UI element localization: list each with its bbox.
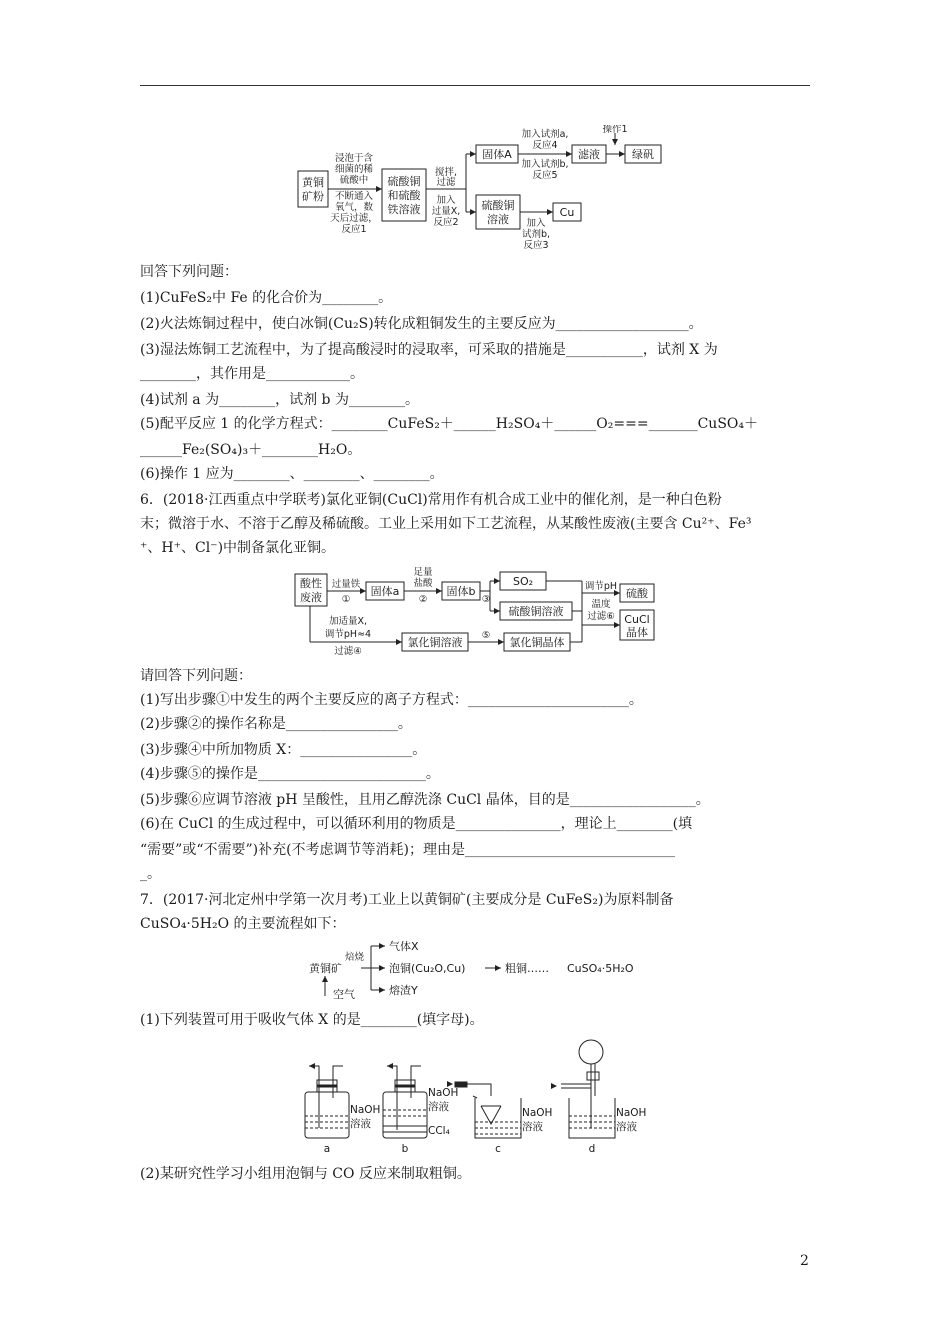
- svg-text:溶液: 溶液: [522, 1121, 543, 1133]
- svg-text:不断通入: 不断通入: [334, 191, 374, 202]
- svg-text:过滤④: 过滤④: [334, 646, 362, 657]
- q5-part3-cont: ________，其作用是____________。: [140, 366, 364, 382]
- svg-text:固体A: 固体A: [482, 148, 512, 161]
- page-number: 2: [800, 1253, 809, 1269]
- q6-part5: (5)步骤⑥应调节溶液 pH 呈酸性，且用乙醇洗涤 CuCl 晶体，目的是__________________。: [140, 792, 710, 808]
- svg-text:CCl₄: CCl₄: [428, 1125, 450, 1137]
- svg-text:盐酸: 盐酸: [413, 578, 433, 589]
- header-rule: [140, 85, 810, 86]
- q5-part4: (4)试剂 a 为________，试剂 b 为________。: [140, 392, 419, 408]
- svg-text:CuCl: CuCl: [624, 613, 650, 626]
- svg-text:a: a: [323, 1143, 331, 1155]
- svg-text:过量X,: 过量X,: [431, 206, 461, 217]
- q5-part3: (3)湿法炼铜工艺流程中，为了提高酸浸时的浸取率，可采取的措施是___________，试剂 X 为: [140, 342, 718, 358]
- q6-part4: (4)步骤⑤的操作是________________________。: [140, 766, 440, 782]
- svg-text:加入试剂b,: 加入试剂b,: [521, 159, 569, 170]
- apparatus-d: [561, 1040, 615, 1138]
- apparatus-a: [305, 1066, 349, 1138]
- svg-text:加入: 加入: [526, 218, 546, 229]
- svg-text:调节pH: 调节pH: [584, 581, 618, 592]
- gas-absorption-apparatus: [295, 1036, 665, 1158]
- svg-text:反应4: 反应4: [532, 140, 558, 151]
- ore-line2: 矿粉: [302, 190, 324, 203]
- svg-text:溶液: 溶液: [350, 1118, 371, 1130]
- q6-stem-line2: 末；微溶于水、不溶于乙醇及稀硫酸。工业上采用如下工艺流程，从某酸性废液(主要含 Cu²⁺、Fe³: [140, 516, 752, 532]
- svg-text:空气: 空气: [333, 988, 355, 1001]
- svg-text:③: ③: [481, 594, 491, 605]
- svg-text:CuSO₄·5H₂O: CuSO₄·5H₂O: [567, 962, 634, 975]
- svg-text:温度: 温度: [591, 599, 611, 610]
- svg-text:硫酸: 硫酸: [626, 587, 648, 600]
- svg-text:溶液: 溶液: [616, 1121, 637, 1133]
- flowchart-wet-copper: [290, 125, 680, 255]
- svg-text:试剂b,: 试剂b,: [521, 229, 551, 240]
- svg-text:NaOH: NaOH: [616, 1107, 647, 1119]
- svg-text:①: ①: [341, 594, 351, 605]
- svg-text:浸泡于含: 浸泡于含: [334, 153, 374, 164]
- q5-part1: (1)CuFeS₂中 Fe 的化合价为________。: [140, 290, 393, 306]
- svg-text:NaOH: NaOH: [350, 1104, 381, 1116]
- svg-text:晶体: 晶体: [626, 626, 648, 639]
- q5-intro: 回答下列问题：: [140, 264, 238, 280]
- svg-text:调节pH≈4: 调节pH≈4: [324, 629, 372, 640]
- svg-text:SO₂: SO₂: [512, 575, 534, 588]
- svg-text:足量: 足量: [413, 567, 433, 578]
- svg-text:气体X: 气体X: [389, 940, 419, 953]
- svg-text:加入试剂a,: 加入试剂a,: [521, 129, 569, 140]
- svg-text:焙烧: 焙烧: [345, 952, 365, 963]
- q6-part1: (1)写出步骤①中发生的两个主要反应的离子方程式：_______________________。: [140, 692, 643, 708]
- svg-text:反应3: 反应3: [523, 240, 549, 251]
- svg-text:黄铜矿: 黄铜矿: [309, 962, 342, 975]
- svg-text:废液: 废液: [300, 591, 322, 604]
- svg-text:②: ②: [418, 594, 428, 605]
- svg-text:细菌的稀: 细菌的稀: [334, 164, 374, 175]
- q7-part2: (2)某研究性学习小组用泡铜与 CO 反应来制取粗铜。: [140, 1166, 471, 1182]
- svg-text:和硫酸: 和硫酸: [387, 189, 421, 202]
- svg-text:绿矾: 绿矾: [632, 148, 654, 161]
- flowchart-cuso4: [305, 936, 655, 1004]
- svg-text:b: b: [401, 1143, 409, 1155]
- svg-text:硫酸铜: 硫酸铜: [387, 175, 421, 188]
- svg-text:氯化铜晶体: 氯化铜晶体: [509, 636, 565, 649]
- svg-text:氯化铜溶液: 氯化铜溶液: [407, 636, 463, 649]
- svg-text:过滤: 过滤: [436, 177, 456, 188]
- svg-text:加适量X,: 加适量X,: [328, 616, 368, 627]
- apparatus-c: [455, 1082, 521, 1138]
- q5-part5: (5)配平反应 1 的化学方程式：________CuFeS₂＋______H₂SO₄＋______O₂===_______CuSO₄＋: [140, 416, 758, 432]
- q6-intro: 请回答下列问题：: [140, 668, 252, 684]
- svg-text:NaOH: NaOH: [428, 1087, 459, 1099]
- q5-part2: (2)火法炼铜过程中，使白冰铜(Cu₂S)转化成粗铜发生的主要反应为___________________。: [140, 316, 703, 332]
- svg-text:铁溶液: 铁溶液: [387, 203, 421, 216]
- svg-text:操作1: 操作1: [602, 125, 628, 135]
- ore-line1: 黄铜: [302, 176, 324, 189]
- apparatus-b: [383, 1066, 427, 1138]
- q6-part3: (3)步骤④中所加物质 X：________________。: [140, 742, 427, 758]
- q6-stem-line3: ⁺、H⁺、Cl⁻)中制备氯化亚铜。: [140, 540, 336, 556]
- svg-text:溶液: 溶液: [428, 1101, 449, 1113]
- svg-text:过量铁: 过量铁: [331, 579, 361, 590]
- q6-part6-end: _。: [140, 866, 161, 882]
- q5-part5-cont: ______Fe₂(SO₄)₃＋________H₂O。: [140, 442, 362, 458]
- q7-part1: (1)下列装置可用于吸收气体 X 的是________(填字母)。: [140, 1012, 484, 1028]
- svg-text:天后过滤，: 天后过滤，: [330, 213, 378, 224]
- svg-text:反应1: 反应1: [341, 224, 367, 235]
- q5-part6: (6)操作 1 应为________、________、________。: [140, 466, 444, 482]
- svg-text:反应2: 反应2: [433, 217, 459, 228]
- svg-text:溶液: 溶液: [487, 213, 509, 226]
- svg-text:NaOH: NaOH: [522, 1107, 553, 1119]
- svg-text:c: c: [495, 1143, 501, 1155]
- svg-text:固体b: 固体b: [446, 585, 476, 598]
- svg-text:氧气，数: 氧气，数: [334, 202, 374, 213]
- svg-text:反应5: 反应5: [532, 170, 558, 181]
- svg-text:搅拌,: 搅拌,: [434, 167, 458, 178]
- svg-text:过滤⑥: 过滤⑥: [587, 611, 615, 622]
- svg-text:d: d: [588, 1143, 596, 1155]
- svg-text:固体a: 固体a: [370, 585, 400, 598]
- svg-text:⑤: ⑤: [481, 630, 491, 641]
- q6-stem-line1: 6．(2018·江西重点中学联考)氯化亚铜(CuCl)常用作有机合成工业中的催化剂，是一种白色粉: [140, 492, 722, 508]
- svg-text:酸性: 酸性: [300, 577, 322, 590]
- svg-text:Cu: Cu: [559, 206, 575, 219]
- svg-text:加入: 加入: [436, 195, 456, 206]
- q6-part6-cont: “需要”或“不需要”)补充(不考虑调节等消耗)；理由是______________________________: [140, 842, 676, 858]
- q6-part2: (2)步骤②的操作名称是________________。: [140, 716, 412, 732]
- svg-text:熔渣Y: 熔渣Y: [389, 984, 418, 997]
- svg-text:硫酸铜: 硫酸铜: [481, 199, 515, 212]
- svg-text:粗铜……: 粗铜……: [505, 962, 549, 975]
- svg-text:滤液: 滤液: [578, 148, 600, 161]
- svg-text:硫酸铜溶液: 硫酸铜溶液: [508, 605, 564, 618]
- svg-text:硫酸中: 硫酸中: [339, 175, 369, 186]
- flowchart-cucl: [290, 562, 670, 662]
- q7-stem-line1: 7．(2017·河北定州中学第一次月考)工业上以黄铜矿(主要成分是 CuFeS₂)为原料制备: [140, 892, 674, 908]
- svg-text:泡铜(Cu₂O,Cu): 泡铜(Cu₂O,Cu): [389, 962, 466, 975]
- q6-part6: (6)在 CuCl 的生成过程中，可以循环利用的物质是_______________，理论上________(填: [140, 816, 693, 832]
- q7-stem-line2: CuSO₄·5H₂O 的主要流程如下：: [140, 916, 346, 932]
